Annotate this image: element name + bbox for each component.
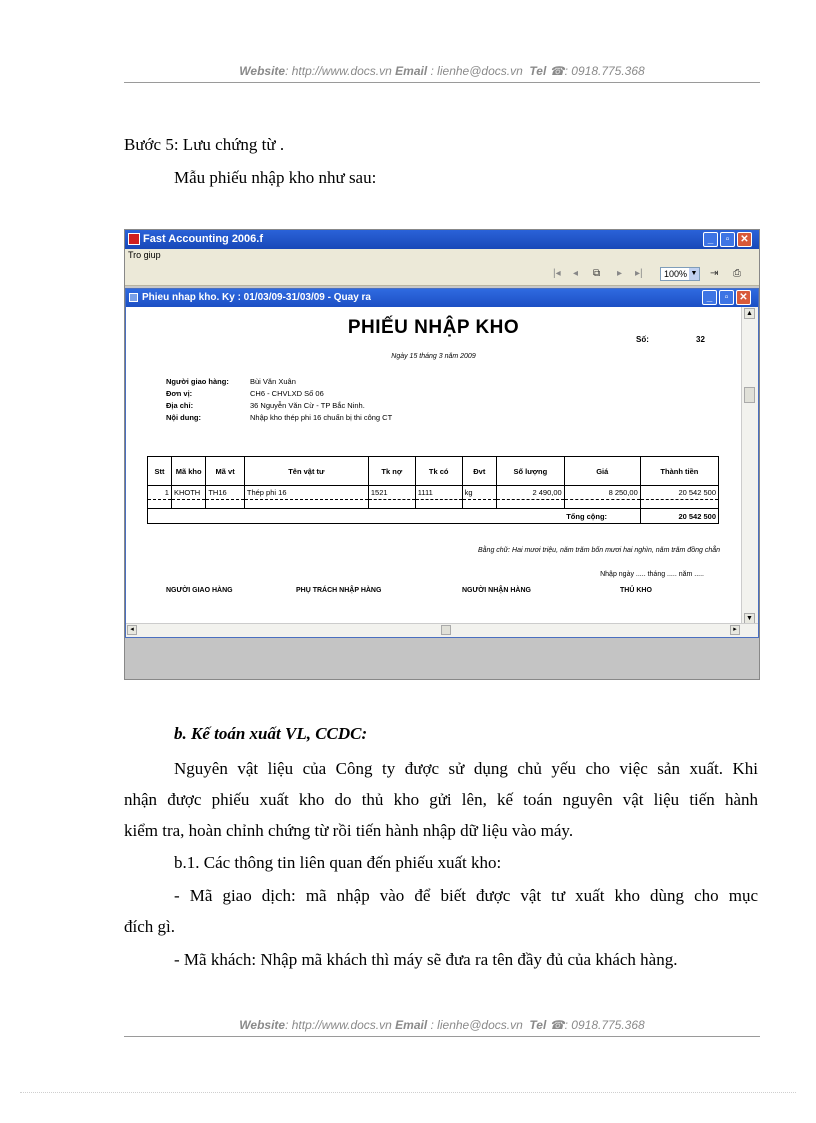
website-label: Website [239, 1018, 286, 1032]
voucher-titlebar [126, 289, 758, 307]
cell-ma-vt: TH16 [206, 486, 245, 500]
tel-value: : 0918.775.368 [564, 64, 645, 78]
page-break-line [20, 1092, 796, 1093]
zoom-select[interactable] [660, 267, 700, 281]
para1-line2: nhận được phiếu xuất kho do thủ kho gửi lên, kế toán nguyên vật liệu tiến hành [124, 790, 758, 809]
content-label: Nội dung: [166, 413, 201, 422]
last-page-icon[interactable]: ▸| [635, 268, 643, 279]
para1-line3: kiểm tra, hoàn chỉnh chứng từ rồi tiến hành nhập dữ liệu vào máy. [124, 821, 574, 840]
unit-value: CH6 - CHVLXD Số 06 [250, 389, 324, 398]
phone-icon: ☎ [549, 64, 565, 78]
print-icon[interactable]: ⎙ [733, 268, 741, 279]
email-value[interactable]: : lienhe@docs.vn [430, 1018, 523, 1032]
app-titlebar [125, 230, 759, 249]
column-header: Tk nợ [368, 457, 415, 486]
item1-line2: đích gì. [124, 917, 175, 936]
table-header-row [148, 457, 719, 486]
inner-minimize-icon[interactable]: _ [702, 290, 717, 305]
inner-maximize-icon[interactable]: ▫ [719, 290, 734, 305]
chevron-down-icon: ▼ [689, 268, 699, 280]
app-screenshot [124, 229, 760, 680]
menu-help[interactable]: Tro giup [128, 250, 161, 260]
form-title: PHIẾU NHẬP KHO [347, 317, 520, 338]
deliverer-value: Bùi Văn Xuân [250, 377, 296, 386]
deliverer-label: Người giao hàng: [166, 377, 229, 386]
page-footer [124, 1018, 760, 1032]
voucher-number-label: Số: [636, 335, 649, 344]
email-label: Email [395, 1018, 428, 1032]
header-rule [124, 82, 760, 83]
prev-page-icon[interactable]: ◂ [573, 268, 579, 279]
app-title: Fast Accounting 2006.f [143, 233, 264, 245]
scroll-thumb[interactable] [744, 387, 755, 403]
cell-thanh-tien: 20 542 500 [640, 486, 718, 500]
hscroll-thumb[interactable] [441, 625, 451, 635]
cell-stt: 1 [148, 486, 172, 500]
window-icon [129, 293, 138, 302]
preview-toolbar [125, 263, 759, 286]
app-icon [128, 233, 140, 245]
column-header: Thành tiền [640, 457, 718, 486]
voucher-document [126, 307, 741, 625]
para1-line1: Nguyên vật liệu của Công ty được sử dụng chủ yếu cho việc sản xuất. Khi [174, 759, 758, 778]
minimize-icon[interactable]: _ [703, 232, 718, 247]
column-header: Mã kho [171, 457, 205, 486]
cell-ten-vat-tu: Thép phi 16 [244, 486, 368, 500]
column-header: Stt [148, 457, 172, 486]
total-label: Tổng cộng: [564, 509, 640, 524]
cell-so-luong: 2 490,00 [496, 486, 564, 500]
zoom-value: 100% [664, 269, 688, 279]
cell-tk-co: 1111 [415, 486, 462, 500]
next-page-icon[interactable]: ▸ [617, 268, 623, 279]
phone-icon: ☎ [549, 1018, 565, 1032]
scroll-left-icon[interactable]: ◂ [127, 625, 137, 635]
email-value[interactable]: : lienhe@docs.vn [430, 64, 523, 78]
sample-text: Mẫu phiếu nhập kho như sau: [174, 168, 377, 187]
tel-label: Tel [529, 1018, 547, 1032]
total-value: 20 542 500 [640, 509, 718, 524]
receipt-date-line: Nhập ngày ..... tháng ..... năm ..... [600, 571, 704, 578]
item1-line1: - Mã giao dịch: mã nhập vào để biết được vật tư xuất kho dùng cho mục [174, 886, 758, 905]
column-header: Mã vt [206, 457, 245, 486]
website-label: Website [239, 64, 286, 78]
column-header: Tên vật tư [244, 457, 368, 486]
website-value[interactable]: : http://www.docs.vn [285, 1018, 392, 1032]
vertical-scrollbar[interactable] [741, 307, 758, 625]
b1-heading: b.1. Các thông tin liên quan đến phiếu xuất kho: [174, 853, 502, 872]
empty-workspace [125, 638, 759, 679]
scroll-up-icon[interactable]: ▲ [744, 308, 755, 319]
column-header: Giá [564, 457, 640, 486]
cell-gia: 8 250,00 [564, 486, 640, 500]
menu-bar [125, 249, 759, 263]
tel-value: : 0918.775.368 [564, 1018, 645, 1032]
scroll-down-icon[interactable]: ▼ [744, 613, 755, 624]
close-icon[interactable]: ✕ [737, 232, 752, 247]
step-text: Bước 5: Lưu chứng từ . [124, 135, 285, 154]
maximize-icon[interactable]: ▫ [720, 232, 735, 247]
column-header: Số lượng [496, 457, 564, 486]
unit-label: Đơn vị: [166, 389, 193, 398]
voucher-date: Ngày 15 tháng 3 năm 2009 [391, 353, 476, 360]
signature-deliverer: NGƯỜI GIAO HÀNG [166, 587, 233, 594]
signature-storekeeper: THỦ KHO [620, 587, 652, 594]
voucher-window [125, 288, 759, 638]
footer-rule [124, 1036, 760, 1037]
voucher-number: 32 [696, 335, 705, 344]
items-table [147, 456, 719, 524]
total-row [148, 509, 719, 524]
cell-ma-kho: KHOTH [171, 486, 205, 500]
table-row-empty [148, 500, 719, 509]
page-header [124, 64, 760, 78]
column-header: Tk có [415, 457, 462, 486]
section-heading: b. Kế toán xuất VL, CCDC: [174, 724, 368, 743]
cell-tk-no: 1521 [368, 486, 415, 500]
column-header: Đvt [462, 457, 496, 486]
address-value: 36 Nguyễn Văn Cừ - TP Bắc Ninh. [250, 401, 365, 410]
inner-close-icon[interactable]: ✕ [736, 290, 751, 305]
tel-label: Tel [529, 64, 547, 78]
exit-icon[interactable]: ⇥ [710, 268, 719, 279]
content-value: Nhập kho thép phi 16 chuẩn bị thi công CT [250, 413, 393, 422]
first-page-icon[interactable]: |◂ [553, 268, 561, 279]
table-row [148, 486, 719, 500]
cell-dvt: kg [462, 486, 496, 500]
scroll-right-icon[interactable]: ▸ [730, 625, 740, 635]
voucher-window-title: Phieu nhap kho. Ky : 01/03/09-31/03/09 - Quay ra [142, 292, 371, 303]
email-label: Email [395, 64, 428, 78]
horizontal-scrollbar[interactable] [126, 623, 758, 637]
website-value[interactable]: : http://www.docs.vn [285, 64, 392, 78]
amount-in-words: Bằng chữ: Hai mươi triệu, năm trăm bốn mươi hai nghìn, năm trăm đồng chẵn [478, 547, 720, 554]
signature-receiver: NGƯỜI NHẬN HÀNG [462, 587, 531, 594]
signature-receiving-officer: PHỤ TRÁCH NHẬP HÀNG [296, 587, 382, 594]
item2-text: - Mã khách: Nhập mã khách thì máy sẽ đưa ra tên đầy đủ của khách hàng. [174, 950, 678, 969]
copy-icon[interactable]: ⧉ [593, 268, 601, 279]
address-label: Địa chỉ: [166, 401, 194, 410]
